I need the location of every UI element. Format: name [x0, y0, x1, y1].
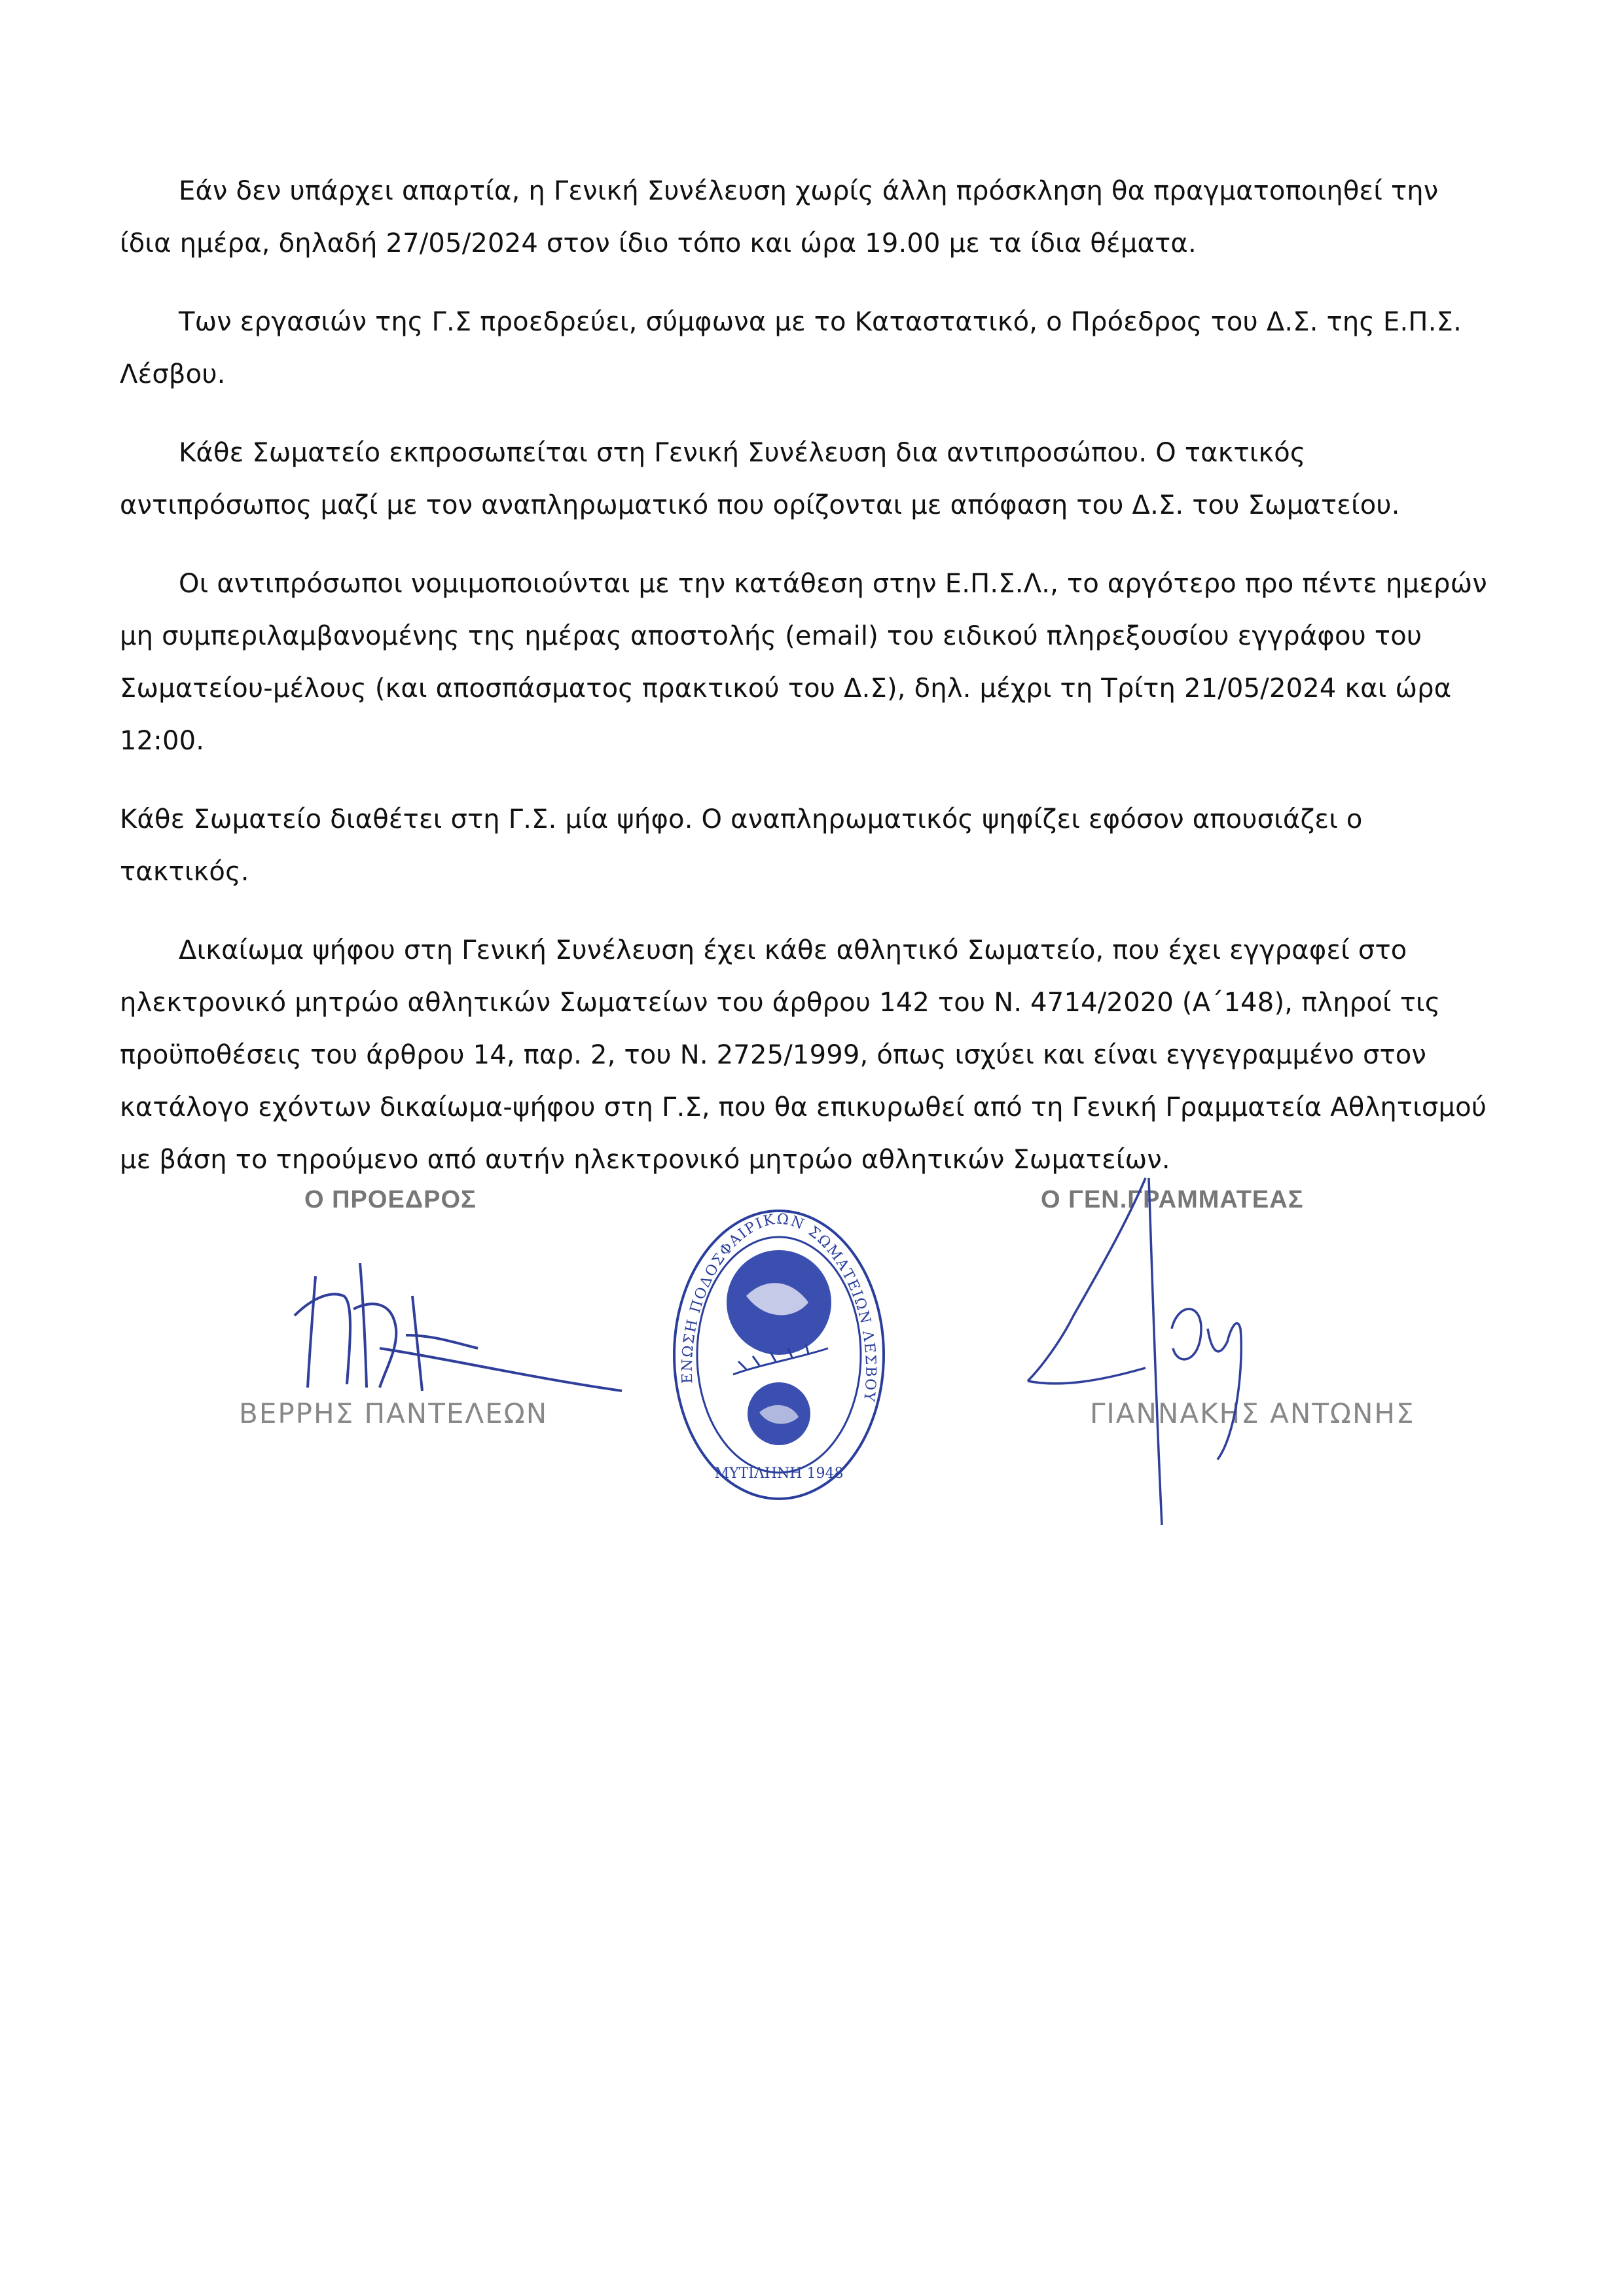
president-signature [281, 1237, 635, 1407]
secretary-signature [1021, 1172, 1296, 1538]
document-body [120, 165, 1494, 1212]
stamp-text: ΕΝΩΣΗ ΠΟΔΟΣΦΑΙΡΙΚΩΝ ΣΩΜΑΤΕΙΩΝ ΛΕΣΒΟΥ [679, 1211, 879, 1404]
paragraph-quorum: Εάν δεν υπάρχει απαρτία, η Γενική Συνέλευση χωρίς άλλη πρόσκληση θα πραγματοποιηθεί την ίδια ημέρα, δηλαδή 27/05/2024 στον ίδιο τόπο και ώρα 19.00 με τα ίδια θέματα. [120, 176, 1439, 259]
president-name: ΒΕΡΡΗΣ ΠΑΝΤΕΛΕΩΝ [239, 1397, 549, 1429]
paragraph-representation: Κάθε Σωματείο εκπροσωπείται στη Γενική Συνέλευση δια αντιπροσώπου. Ο τακτικός αντιπρόσωπος μαζί με τον αναπληρωματικό που ορίζονται με απόφαση του Δ.Σ. του Σωματείου. [120, 438, 1400, 520]
paragraph-vote: Κάθε Σωματείο διαθέτει στη Γ.Σ. μία ψήφο. Ο αναπληρωματικός ψηφίζει εφόσον απουσιάζει ο τακτικός. [120, 804, 1363, 887]
paragraph-chair: Των εργασιών της Γ.Σ προεδρεύει, σύμφωνα με το Καταστατικό, ο Πρόεδρος του Δ.Σ. της Ε.Π.Σ. Λέσβου. [120, 307, 1462, 389]
paragraph-voting-right: Δικαίωμα ψήφου στη Γενική Συνέλευση έχει κάθε αθλητικό Σωματείο, που έχει εγγραφεί στο ηλεκτρονικό μητρώο αθλητικών Σωματείων του άρθρου 142 του Ν. 4714/2020 (Α΄148), πληροί τις προϋποθέσεις του άρθρου 14, παρ. 2, του Ν. 2725/1999, όπως ισχύει και είναι εγγεγραμμένο στον κατάλογο εχόντων δικαίωμα-ψήφου στη Γ.Σ, που θα επικυρωθεί από τη Γενική Γραμματεία Αθλητισμού με βάση το τηρούμενο από αυτήν ηλεκτρονικό μητρώο αθλητικών Σωματείων. [120, 935, 1487, 1175]
president-title: Ο ΠΡΟΕΔΡΟΣ [304, 1186, 477, 1213]
secretary-title: Ο ΓΕΝ.ΓΡΑΜΜΑΤΕΑΣ [1041, 1186, 1304, 1213]
association-stamp [668, 1204, 890, 1505]
paragraph-legitimation: Οι αντιπρόσωποι νομιμοποιούνται με την κατάθεση στην Ε.Π.Σ.Λ., το αργότερο προ πέντε ημερών μη συμπεριλαμβανομένης της ημέρας αποστολής (email) του ειδικού πληρεξουσίου εγγράφου του Σωματείου-μέλους (και αποσπάσματος πρακτικού του Δ.Σ), δηλ. μέχρι τη Τρίτη 21/05/2024 και ώρα 12:00. [120, 569, 1487, 756]
secretary-name: ΓΙΑΝΝΑΚΗΣ ΑΝΤΩΝΗΣ [1090, 1397, 1415, 1429]
stamp-bottom-text: ΜΥΤΙΛΗΝΗ 1948 [714, 1465, 844, 1482]
